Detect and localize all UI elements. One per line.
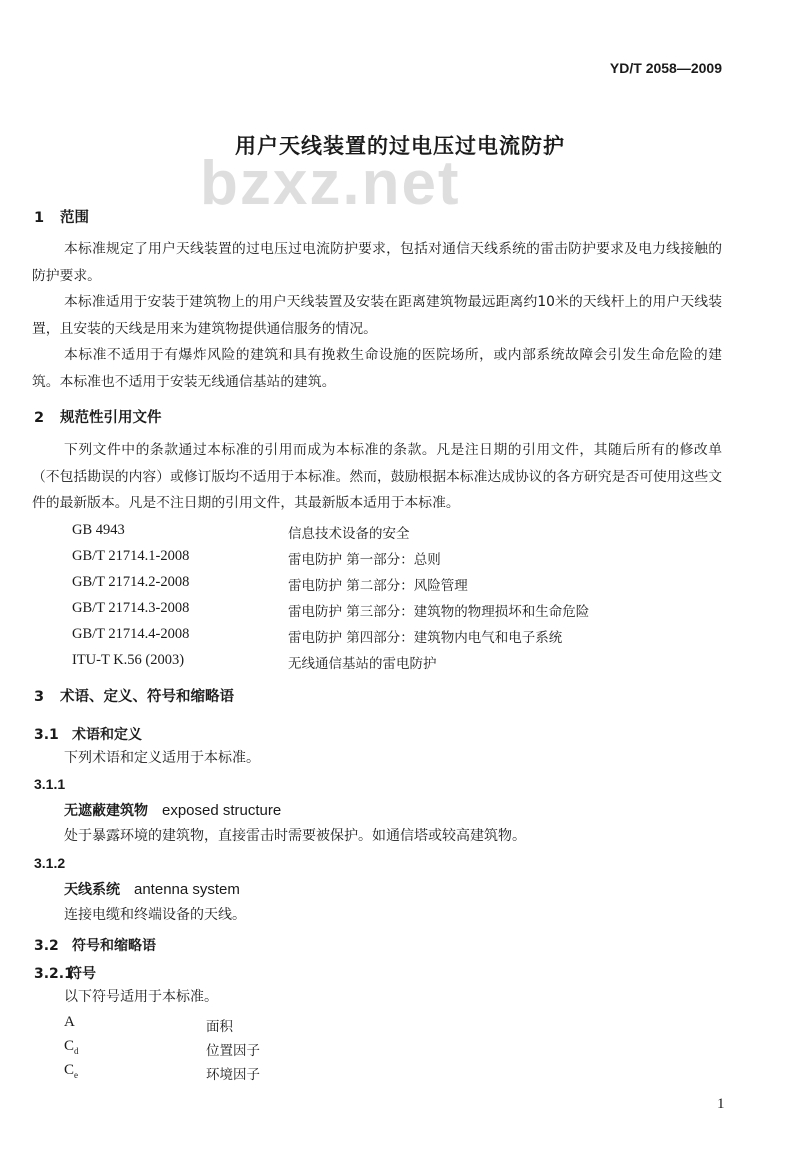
watermark: bzxz.net xyxy=(200,149,461,218)
section-1-paragraph-2: 本标准适用于安装于建筑物上的用户天线装置及安装在距离建筑物最远距离约10米的天线杆上的用户天线装置，且安装的天线是用来为建筑物提供通信服务的情况。 xyxy=(32,294,722,337)
section-3-2-1-heading xyxy=(34,963,96,983)
section-1-heading xyxy=(34,206,89,227)
symbol-base: C xyxy=(64,1062,75,1078)
symbol-subscript: d xyxy=(74,1046,79,1056)
section-title: 规范性引用文件 xyxy=(60,410,162,426)
term-3-1-2 xyxy=(64,879,240,899)
standard-code: YD/T 2058—2009 xyxy=(609,60,722,76)
section-number: 3 xyxy=(34,689,45,705)
reference-code: ITU-T K.56 (2003) xyxy=(72,652,185,668)
section-3-2-1-intro: 以下符号适用于本标准。 xyxy=(64,989,218,1005)
reference-title: 雷电防护 第三部分：建筑物的物理损坏和生命危险 xyxy=(288,604,590,620)
term-english: exposed structure xyxy=(162,802,282,819)
term-3-1-2-number: 3.1.2 xyxy=(34,855,66,871)
reference-title: 无线通信基站的雷电防护 xyxy=(288,656,437,672)
section-3-1-intro: 下列术语和定义适用于本标准。 xyxy=(64,750,260,766)
symbol-meaning: 位置因子 xyxy=(206,1043,260,1059)
section-1-paragraph-1: 本标准规定了用户天线装置的过电压过电流防护要求，包括对通信天线系统的雷击防护要求及电力线接触的防护要求。 xyxy=(32,241,722,284)
symbol xyxy=(64,1038,79,1056)
reference-code: GB/T 21714.1-2008 xyxy=(72,548,190,564)
section-title: 范围 xyxy=(60,210,89,226)
section-3-heading xyxy=(34,685,234,706)
section-number: 2 xyxy=(34,410,45,426)
section-3-1-heading xyxy=(34,724,142,744)
reference-title: 信息技术设备的安全 xyxy=(288,526,410,542)
symbol-subscript: e xyxy=(74,1070,79,1080)
section-title: 术语和定义 xyxy=(72,727,142,743)
term-chinese: 天线系统 xyxy=(64,882,120,898)
reference-title: 雷电防护 第一部分：总则 xyxy=(288,552,441,568)
section-title: 符号 xyxy=(68,966,96,982)
reference-title: 雷电防护 第二部分：风险管理 xyxy=(288,578,468,594)
symbol xyxy=(64,1014,75,1032)
term-3-1-1 xyxy=(64,800,281,820)
reference-title: 雷电防护 第四部分：建筑物内电气和电子系统 xyxy=(288,630,563,646)
reference-code: GB 4943 xyxy=(72,522,125,538)
section-title: 符号和缩略语 xyxy=(72,938,156,954)
term-3-1-2-definition: 连接电缆和终端设备的天线。 xyxy=(64,907,246,923)
term-3-1-1-number: 3.1.1 xyxy=(34,776,66,792)
section-number: 3.1 xyxy=(34,727,59,743)
section-number: 3.2 xyxy=(34,938,59,954)
section-1-paragraph-3: 本标准不适用于有爆炸风险的建筑和具有挽救生命设施的医院场所，或内部系统故障会引发生命危险的建筑。本标准也不适用于安装无线通信基站的建筑。 xyxy=(32,347,722,390)
symbol-meaning: 面积 xyxy=(206,1019,233,1035)
term-3-1-1-definition: 处于暴露环境的建筑物，直接雷击时需要被保护。如通信塔或较高建筑物。 xyxy=(64,828,526,844)
section-3-2-heading xyxy=(34,935,156,955)
symbol-base: C xyxy=(64,1038,75,1054)
document-title: 用户天线装置的过电压过电流防护 xyxy=(235,134,565,158)
section-number: 1 xyxy=(34,210,45,226)
section-2-heading xyxy=(34,406,162,427)
reference-code: GB/T 21714.3-2008 xyxy=(72,600,190,616)
reference-code: GB/T 21714.2-2008 xyxy=(72,574,190,590)
reference-code: GB/T 21714.4-2008 xyxy=(72,626,190,642)
section-title: 术语、定义、符号和缩略语 xyxy=(60,689,234,705)
section-2-paragraph: 下列文件中的条款通过本标准的引用而成为本标准的条款。凡是注日期的引用文件，其随后所有的修改单（不包括勘误的内容）或修订版均不适用于本标准。然而，鼓励根据本标准达成协议的各方研究是否可使用这些文件的最新版本。凡是不注日期的引用文件，其最新版本适用于本标准。 xyxy=(32,442,722,511)
page-number: 1 xyxy=(717,1096,725,1112)
symbol-base: A xyxy=(64,1014,75,1030)
section-number: 3.2.1 xyxy=(34,966,74,982)
symbol xyxy=(64,1062,78,1080)
term-english: antenna system xyxy=(134,881,240,898)
symbol-meaning: 环境因子 xyxy=(206,1067,260,1083)
term-chinese: 无遮蔽建筑物 xyxy=(64,803,148,819)
